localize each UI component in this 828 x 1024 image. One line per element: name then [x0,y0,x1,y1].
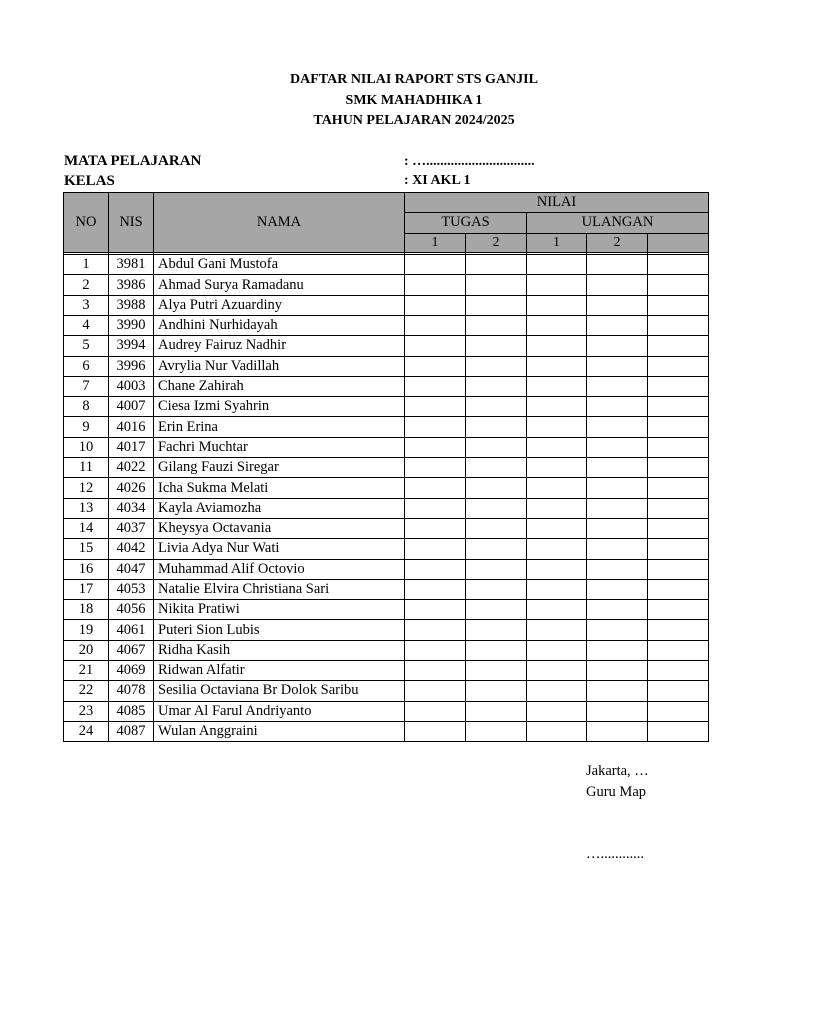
row-nis: 4053 [109,579,154,599]
row-nis: 4078 [109,681,154,701]
header-tugas-2: 2 [466,233,527,252]
table-row [64,417,709,437]
grade-extra-cell [648,518,709,538]
grade-ulangan-1-cell [527,620,587,640]
row-no: 7 [64,376,109,396]
grade-tugas-2-cell [466,539,527,559]
grade-extra-cell [648,336,709,356]
title-line-2: SMK MAHADHIKA 1 [345,92,483,108]
grade-extra-cell [648,539,709,559]
grade-ulangan-1-cell [527,539,587,559]
subject-label: MATA PELAJARAN [64,153,202,169]
grade-extra-cell [648,275,709,295]
grade-tugas-2-cell [466,458,527,478]
header-ulangan: ULANGAN [527,213,709,233]
header-ulangan-2: 2 [587,233,648,252]
grade-tugas-2-cell [466,721,527,741]
row-nama: Muhammad Alif Octovio [154,559,405,579]
grade-extra-cell [648,620,709,640]
row-nis: 4069 [109,661,154,681]
row-nis: 4087 [109,721,154,741]
grade-ulangan-2-cell [587,661,648,681]
row-nis: 3986 [109,275,154,295]
grade-ulangan-1-cell [527,255,587,275]
grade-extra-cell [648,498,709,518]
row-nis: 4067 [109,640,154,660]
table-row [64,579,709,599]
grade-tugas-2-cell [466,417,527,437]
table-row [64,336,709,356]
grade-tugas-2-cell [466,376,527,396]
row-nis: 4026 [109,478,154,498]
row-no: 17 [64,579,109,599]
grade-ulangan-1-cell [527,315,587,335]
grade-tugas-1-cell [405,417,466,437]
grade-ulangan-1-cell [527,681,587,701]
row-nis: 3981 [109,255,154,275]
grade-tugas-2-cell [466,640,527,660]
table-row [64,255,709,275]
row-no: 13 [64,498,109,518]
grade-tugas-1-cell [405,315,466,335]
grade-ulangan-2-cell [587,620,648,640]
row-nis: 4047 [109,559,154,579]
table-row [64,478,709,498]
table-row [64,559,709,579]
grade-tugas-2-cell [466,559,527,579]
table-row [64,620,709,640]
grade-extra-cell [648,376,709,396]
grade-ulangan-1-cell [527,600,587,620]
row-nama: Nikita Pratiwi [154,600,405,620]
row-nama: Andhini Nurhidayah [154,315,405,335]
grade-ulangan-1-cell [527,661,587,681]
row-no: 15 [64,539,109,559]
row-nis: 4085 [109,701,154,721]
grade-ulangan-2-cell [587,600,648,620]
table-row [64,275,709,295]
grade-tugas-2-cell [466,600,527,620]
grade-ulangan-2-cell [587,681,648,701]
grade-extra-cell [648,356,709,376]
grade-tugas-1-cell [405,295,466,315]
table-row [64,721,709,741]
grade-extra-cell [648,397,709,417]
grade-tugas-2-cell [466,518,527,538]
table-row [64,376,709,396]
grade-ulangan-2-cell [587,376,648,396]
grade-ulangan-1-cell [527,559,587,579]
table-row [64,661,709,681]
grades-table [63,192,709,742]
grade-tugas-2-cell [466,620,527,640]
grade-extra-cell [648,437,709,457]
table-row [64,681,709,701]
grade-tugas-2-cell [466,498,527,518]
row-no: 11 [64,458,109,478]
grade-ulangan-2-cell [587,315,648,335]
grade-ulangan-1-cell [527,437,587,457]
table-row [64,458,709,478]
grade-tugas-2-cell [466,661,527,681]
grade-tugas-1-cell [405,437,466,457]
row-nis: 4007 [109,397,154,417]
table-row [64,437,709,457]
grade-tugas-1-cell [405,579,466,599]
row-no: 19 [64,620,109,640]
grade-tugas-1-cell [405,255,466,275]
table-row [64,518,709,538]
row-no: 2 [64,275,109,295]
grade-ulangan-1-cell [527,701,587,721]
grade-tugas-1-cell [405,478,466,498]
table-row [64,498,709,518]
row-no: 10 [64,437,109,457]
grade-extra-cell [648,661,709,681]
row-nama: Sesilia Octaviana Br Dolok Saribu [154,681,405,701]
row-nis: 3988 [109,295,154,315]
grade-extra-cell [648,295,709,315]
grade-tugas-2-cell [466,478,527,498]
row-no: 18 [64,600,109,620]
grade-extra-cell [648,681,709,701]
grade-ulangan-2-cell [587,640,648,660]
grade-tugas-1-cell [405,275,466,295]
row-nis: 4061 [109,620,154,640]
table-row [64,315,709,335]
header-nis: NIS [109,193,154,253]
grade-extra-cell [648,478,709,498]
grade-extra-cell [648,417,709,437]
row-no: 3 [64,295,109,315]
grade-ulangan-1-cell [527,478,587,498]
header-no: NO [64,193,109,253]
row-no: 6 [64,356,109,376]
grade-tugas-1-cell [405,498,466,518]
row-nama: Ridha Kasih [154,640,405,660]
table-row [64,397,709,417]
grade-tugas-1-cell [405,640,466,660]
grade-extra-cell [648,579,709,599]
grade-tugas-2-cell [466,681,527,701]
class-value: : XI AKL 1 [404,173,471,188]
table-row [64,701,709,721]
row-nama: Erin Erina [154,417,405,437]
row-no: 14 [64,518,109,538]
row-nama: Alya Putri Azuardiny [154,295,405,315]
grade-tugas-1-cell [405,559,466,579]
grade-tugas-1-cell [405,620,466,640]
table-row [64,356,709,376]
row-nis: 4056 [109,600,154,620]
row-nis: 4037 [109,518,154,538]
grade-tugas-1-cell [405,356,466,376]
grade-ulangan-2-cell [587,559,648,579]
grade-ulangan-1-cell [527,640,587,660]
grade-ulangan-2-cell [587,255,648,275]
row-nama: Umar Al Farul Andriyanto [154,701,405,721]
student-rows [64,252,709,742]
grade-extra-cell [648,600,709,620]
row-no: 5 [64,336,109,356]
grade-tugas-2-cell [466,295,527,315]
header-tugas-1: 1 [405,233,466,252]
title-line-1: DAFTAR NILAI RAPORT STS GANJIL [290,72,538,87]
grade-ulangan-1-cell [527,336,587,356]
grade-tugas-2-cell [466,701,527,721]
grade-ulangan-2-cell [587,579,648,599]
row-nis: 4022 [109,458,154,478]
row-nama: Ridwan Alfatir [154,661,405,681]
row-nama: Avrylia Nur Vadillah [154,356,405,376]
grade-ulangan-2-cell [587,539,648,559]
row-no: 1 [64,255,109,275]
grade-ulangan-2-cell [587,498,648,518]
row-no: 21 [64,661,109,681]
grade-ulangan-2-cell [587,518,648,538]
row-nis: 4003 [109,376,154,396]
row-nama: Kayla Aviamozha [154,498,405,518]
grade-tugas-2-cell [466,397,527,417]
row-nis: 4017 [109,437,154,457]
row-nama: Ahmad Surya Ramadanu [154,275,405,295]
grade-ulangan-2-cell [587,336,648,356]
grade-extra-cell [648,721,709,741]
row-nis: 4042 [109,539,154,559]
subject-value: : …............................... [404,154,535,169]
row-no: 22 [64,681,109,701]
grade-tugas-2-cell [466,315,527,335]
grade-tugas-1-cell [405,458,466,478]
grade-ulangan-1-cell [527,518,587,538]
grade-ulangan-1-cell [527,721,587,741]
grade-ulangan-2-cell [587,417,648,437]
grade-ulangan-2-cell [587,701,648,721]
grade-ulangan-2-cell [587,356,648,376]
grade-tugas-1-cell [405,336,466,356]
header-tugas: TUGAS [405,213,527,233]
row-no: 23 [64,701,109,721]
class-label: KELAS [64,173,115,189]
row-nama: Ciesa Izmi Syahrin [154,397,405,417]
title-line-3: TAHUN PELAJARAN 2024/2025 [313,113,515,128]
grade-tugas-2-cell [466,336,527,356]
grade-tugas-1-cell [405,721,466,741]
grade-ulangan-1-cell [527,579,587,599]
grade-extra-cell [648,701,709,721]
grade-tugas-1-cell [405,681,466,701]
grade-tugas-1-cell [405,701,466,721]
grade-extra-cell [648,255,709,275]
header-ulangan-1: 1 [527,233,587,252]
table-row [64,600,709,620]
grade-tugas-2-cell [466,275,527,295]
grade-tugas-1-cell [405,397,466,417]
row-nama: Chane Zahirah [154,376,405,396]
grade-ulangan-2-cell [587,478,648,498]
grade-extra-cell [648,559,709,579]
grade-ulangan-1-cell [527,397,587,417]
grade-ulangan-2-cell [587,295,648,315]
table-row [64,539,709,559]
grade-ulangan-1-cell [527,295,587,315]
grade-tugas-1-cell [405,539,466,559]
row-nis: 3990 [109,315,154,335]
grade-ulangan-1-cell [527,356,587,376]
row-nama: Livia Adya Nur Wati [154,539,405,559]
grade-ulangan-1-cell [527,458,587,478]
header-nama: NAMA [154,193,405,253]
row-nama: Puteri Sion Lubis [154,620,405,640]
grade-ulangan-1-cell [527,498,587,518]
row-no: 20 [64,640,109,660]
row-nis: 4016 [109,417,154,437]
grade-ulangan-2-cell [587,397,648,417]
row-nis: 3994 [109,336,154,356]
row-nama: Audrey Fairuz Nadhir [154,336,405,356]
grade-ulangan-1-cell [527,275,587,295]
grade-tugas-2-cell [466,437,527,457]
row-no: 4 [64,315,109,335]
row-nama: Abdul Gani Mustofa [154,255,405,275]
grade-ulangan-2-cell [587,437,648,457]
row-no: 24 [64,721,109,741]
row-nis: 3996 [109,356,154,376]
row-nama: Natalie Elvira Christiana Sari [154,579,405,599]
table-row [64,295,709,315]
table-row [64,640,709,660]
grade-ulangan-1-cell [527,417,587,437]
row-no: 9 [64,417,109,437]
row-no: 8 [64,397,109,417]
grade-tugas-1-cell [405,661,466,681]
grade-ulangan-1-cell [527,376,587,396]
row-nama: Kheysya Octavania [154,518,405,538]
grade-tugas-1-cell [405,376,466,396]
row-nama: Wulan Anggraini [154,721,405,741]
signature-place-date: Jakarta, … [586,763,649,779]
row-nama: Icha Sukma Melati [154,478,405,498]
grade-tugas-2-cell [466,356,527,376]
grade-ulangan-2-cell [587,275,648,295]
grade-extra-cell [648,458,709,478]
header-blank [648,233,709,252]
grade-tugas-2-cell [466,255,527,275]
header-nilai: NILAI [405,193,709,213]
row-nama: Gilang Fauzi Siregar [154,458,405,478]
row-no: 12 [64,478,109,498]
grade-tugas-1-cell [405,600,466,620]
row-nis: 4034 [109,498,154,518]
grade-ulangan-2-cell [587,458,648,478]
row-nama: Fachri Muchtar [154,437,405,457]
grade-ulangan-2-cell [587,721,648,741]
grade-tugas-1-cell [405,518,466,538]
signature-role: Guru Map [586,784,647,800]
grade-extra-cell [648,640,709,660]
grade-extra-cell [648,315,709,335]
grade-tugas-2-cell [466,579,527,599]
signature-name-line: …............ [586,846,644,862]
row-no: 16 [64,559,109,579]
